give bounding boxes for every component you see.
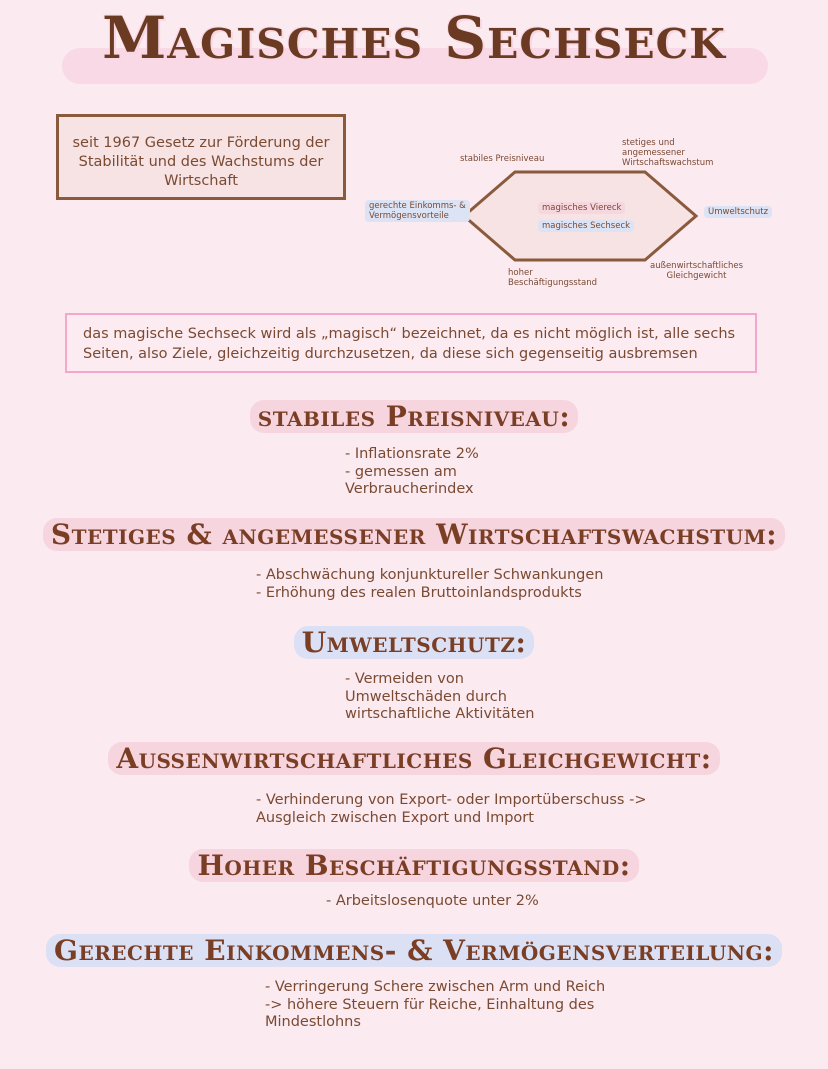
label-line: Wirtschaftswachstum [622,158,714,168]
intro-box [56,114,346,200]
body-line: - Verhinderung von Export- oder Importüberschuss -> [256,792,647,808]
label-magisches-viereck: magisches Viereck [538,202,625,214]
body-line: Umweltschäden durch [345,688,507,705]
label-aussenwirtschaft [650,261,743,281]
body-line: wirtschaftliche Aktivitäten [345,706,535,722]
heading-stabiles-preisniveau [0,400,828,433]
label-line: Beschäftigungsstand [508,278,598,288]
heading-text: Außenwirtschaftliches Gleichgewicht: [108,742,719,775]
heading-text: stabiles Preisniveau: [250,400,578,433]
label-line: hoher [508,268,533,278]
section-body-einkommensverteilung [265,979,605,1032]
heading-beschaeftigungsstand [0,849,828,882]
body-line: - Arbeitslosenquote unter 2% [326,893,539,909]
magic-note-box [65,313,757,373]
heading-aussenwirtschaft [0,742,828,775]
label-beschaeftigungsstand [508,268,597,288]
body-line: - Inflationsrate 2% [345,446,479,462]
label-wirtschaftswachstum [622,138,713,168]
heading-wirtschaftswachstum [0,518,828,551]
label-line: gerechte Einkomms- & [369,201,466,211]
label-line: stetiges und [622,138,675,148]
body-line: Ausgleich zwischen Export und Import [256,809,534,826]
body-line: Mindestlohns [265,1014,361,1030]
section-body-preisniveau [345,446,479,499]
page-title: Magisches Sechseck [102,4,726,72]
intro-line: Wirtschaft [164,173,238,189]
body-line: - Abschwächung konjunktureller Schwankungen [256,567,604,583]
intro-line: Stabilität und des Wachstums der [78,154,324,170]
label-einkommensverteilung [365,200,470,222]
body-line: - Erhöhung des realen Bruttoinlandsprodukts [256,584,582,601]
heading-text: Umweltschutz: [294,626,535,659]
heading-text: Stetiges & angemessener Wirtschaftswachstum: [43,518,785,551]
note-line: das magische Sechseck wird als „magisch“ bezeichnet, da es nicht möglich ist, alle sechs [83,326,736,342]
label-stabiles-preisniveau: stabiles Preisniveau [460,154,545,164]
heading-einkommensverteilung [0,934,828,967]
body-line: -> höhere Steuern für Reiche, Einhaltung des [265,996,595,1013]
body-line: - Verringerung Schere zwischen Arm und Reich [265,979,606,995]
heading-text: Gerechte Einkommens- & Vermögensverteilung: [46,934,782,967]
body-line: - Vermeiden von [345,671,464,687]
label-magisches-sechseck: magisches Sechseck [538,220,634,232]
label-line: Gleichgewicht [666,271,727,281]
label-line: Vermögensvorteile [369,211,449,221]
hexagon-diagram [360,130,780,300]
section-body-wachstum [256,567,603,602]
heading-text: Hoher Beschäftigungsstand: [189,849,638,882]
body-line: Verbraucherindex [345,481,474,497]
label-line: angemessener [622,148,685,158]
heading-umweltschutz [0,626,828,659]
note-line: Seiten, also Ziele, gleichzeitig durchzusetzen, da diese sich gegenseitig ausbremsen [83,346,698,362]
section-body-beschaeftigung [326,893,539,911]
label-line: außenwirtschaftliches [650,261,744,271]
section-body-aussenwirtschaft [256,792,646,827]
body-line: - gemessen am [345,463,457,480]
section-body-umweltschutz [345,671,534,724]
label-umweltschutz: Umweltschutz [704,206,772,218]
intro-line: seit 1967 Gesetz zur Förderung der [72,135,330,151]
